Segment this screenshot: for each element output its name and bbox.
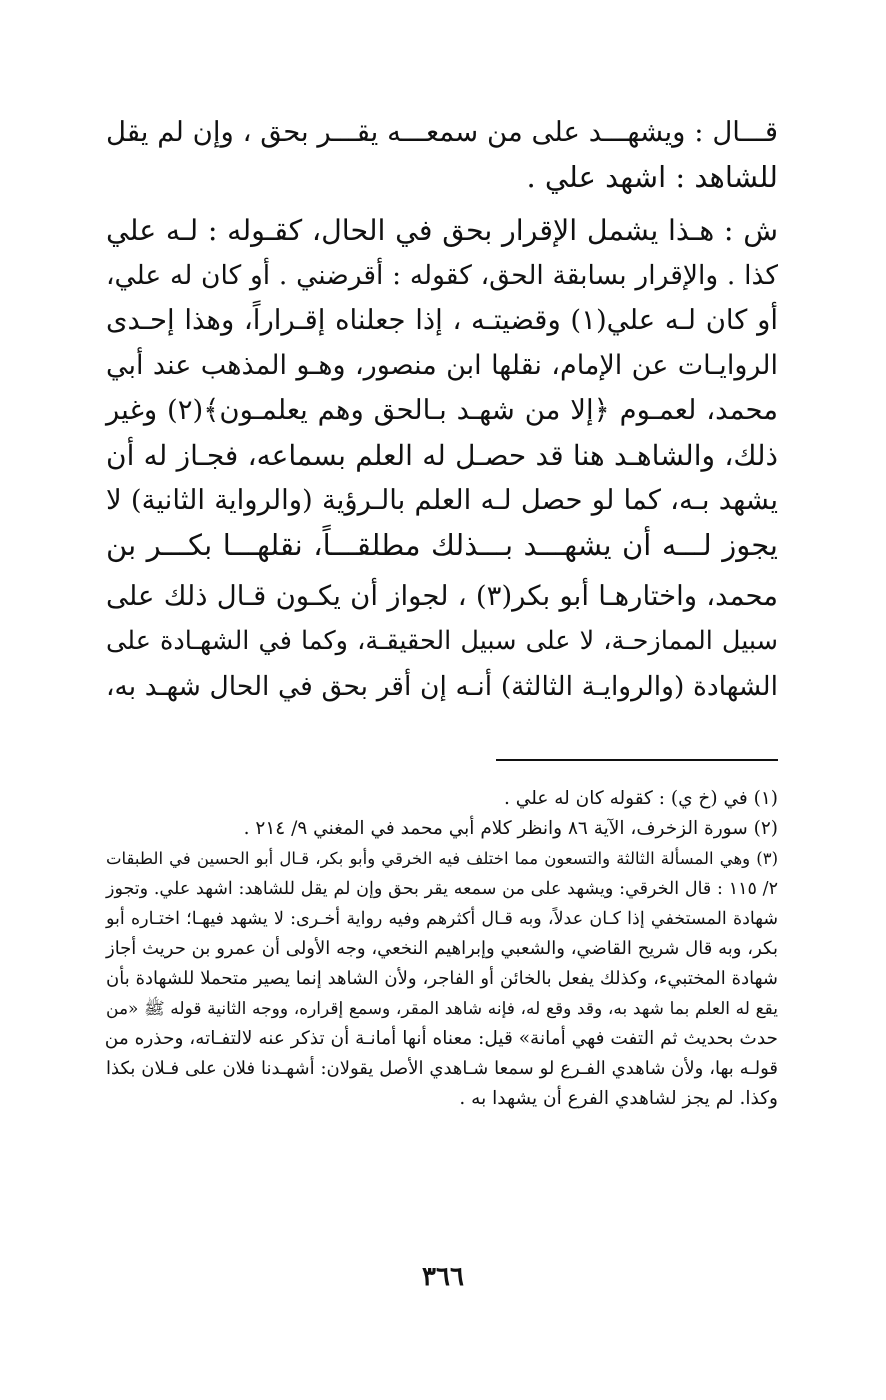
- paragraph-2: [106, 208, 778, 709]
- text-line: سبيل الممازحـة، لا على سبيل الحقيقـة، وكما في الشهـادة على: [106, 626, 778, 656]
- footnote-3-line: (٣) وهي المسألة الثالثة والتسعون مما اختلف فيه الخرقي وأبو بكر، قـال أبو الحسين في الطبقات: [106, 849, 778, 868]
- text-line: محمد، لعمـوم ﴿إلا من شهـد بـالحق وهم يعلمـون﴾(٢) وغير: [106, 394, 778, 426]
- footnote-3-line: حدث بحديث ثم التفت فهي أمانة» قيل: معناه أنها أمانـة أن تذكر عنه لالتفـاته، وحذره من: [104, 1028, 778, 1049]
- text-line: ش : هـذا يشمل الإقرار بحق في الحال، كقـوله : لـه علي: [106, 214, 778, 247]
- footnote-3-line: شهادة المختبيء، وكذلك يفعل بالخائن أو الفاجر، ولأن الشاهد إنما يصير متحملا للشهادة بأن: [106, 968, 778, 989]
- text-line: للشاهد : اشهد علي .: [526, 160, 778, 194]
- footnote-divider: [496, 759, 778, 761]
- page-number: ٣٦٦: [422, 1262, 464, 1292]
- text-line: أو كان لـه علي(١) وقضيتـه ، إذا جعلناه إقـراراً، وهذا إحـدى: [106, 304, 778, 336]
- footnote-2: (٢) سورة الزخرف، الآية ٨٦ وانظر كلام أبي محمد في المغني ٩/ ٢١٤ .: [243, 818, 778, 839]
- text-line: محمد، واختارهـا أبو بكر(٣) ، لجواز أن يكـون قـال ذلك على: [106, 580, 779, 612]
- footnote-1: (١) في (خ ي) : كقوله كان له علي .: [504, 788, 778, 809]
- text-line: يجوز لـــه أن يشهـــد بـــذلك مطلقـــاً، نقلهـــا بكـــر بن: [106, 528, 778, 562]
- footnote-3-line: وكذا. لم يجز لشاهدي الفرع أن يشهدا به .: [459, 1088, 778, 1109]
- footnote-3-line: بكر، وبه قال شريح القاضي، والشعبي وإبراهيم النخعي، وجه الأولى أن عمرو بن حريث أجاز: [106, 938, 778, 959]
- footnote-3-line: ٢/ ١١٥ : قال الخرقي: ويشهد على من سمعه يقر بحق وإن لم يقل للشاهد: اشهد علي. وتجوز: [106, 879, 778, 899]
- main-text: [106, 110, 778, 709]
- footnote-3-line: يقع له العلم بما شهد به، وقد وقع له، فإنه شاهد المقر، وسمع إقراره، ووجه الثانية قوله ﷺ «من: [106, 999, 778, 1019]
- text-line: يشهد بـه، كما لو حصل لـه العلم بالـرؤية (والرواية الثانية) لا: [106, 484, 778, 516]
- text-line: ذلك، والشاهـد هنا قد حصـل له العلم بسماعه، فجـاز له أن: [106, 439, 778, 472]
- text-line: كذا . والإقرار بسابقة الحق، كقوله : أقرضني . أو كان له علي،: [106, 260, 778, 291]
- paragraph-gap: [106, 200, 778, 208]
- footnote-3-line: قولـه بها، ولأن شاهدي الفـرع لو سمعا شـاهدي الأصل يقولان: أشهـدنا فلان على فـلان بكذا: [106, 1058, 778, 1079]
- text-line: الشهادة (والروايـة الثالثة) أنـه إن أقر بحق في الحال شهـد به،: [106, 671, 778, 702]
- paragraph-1: [106, 110, 778, 200]
- footnote-3-line: شهادة المستخفي إذا كـان عدلاً، وبه قـال أكثرهم وفيه رواية أخـرى: لا يشهد فيهـا؛ اختـاره أبو: [106, 909, 778, 929]
- footnotes: [106, 784, 778, 1114]
- text-line: الروايـات عن الإمام، نقلها ابن منصور، وهـو المذهب عند أبي: [106, 350, 778, 381]
- text-line: قـــال : ويشهـــد على من سمعـــه يقـــر بحق ، وإن لم يقل: [106, 116, 778, 148]
